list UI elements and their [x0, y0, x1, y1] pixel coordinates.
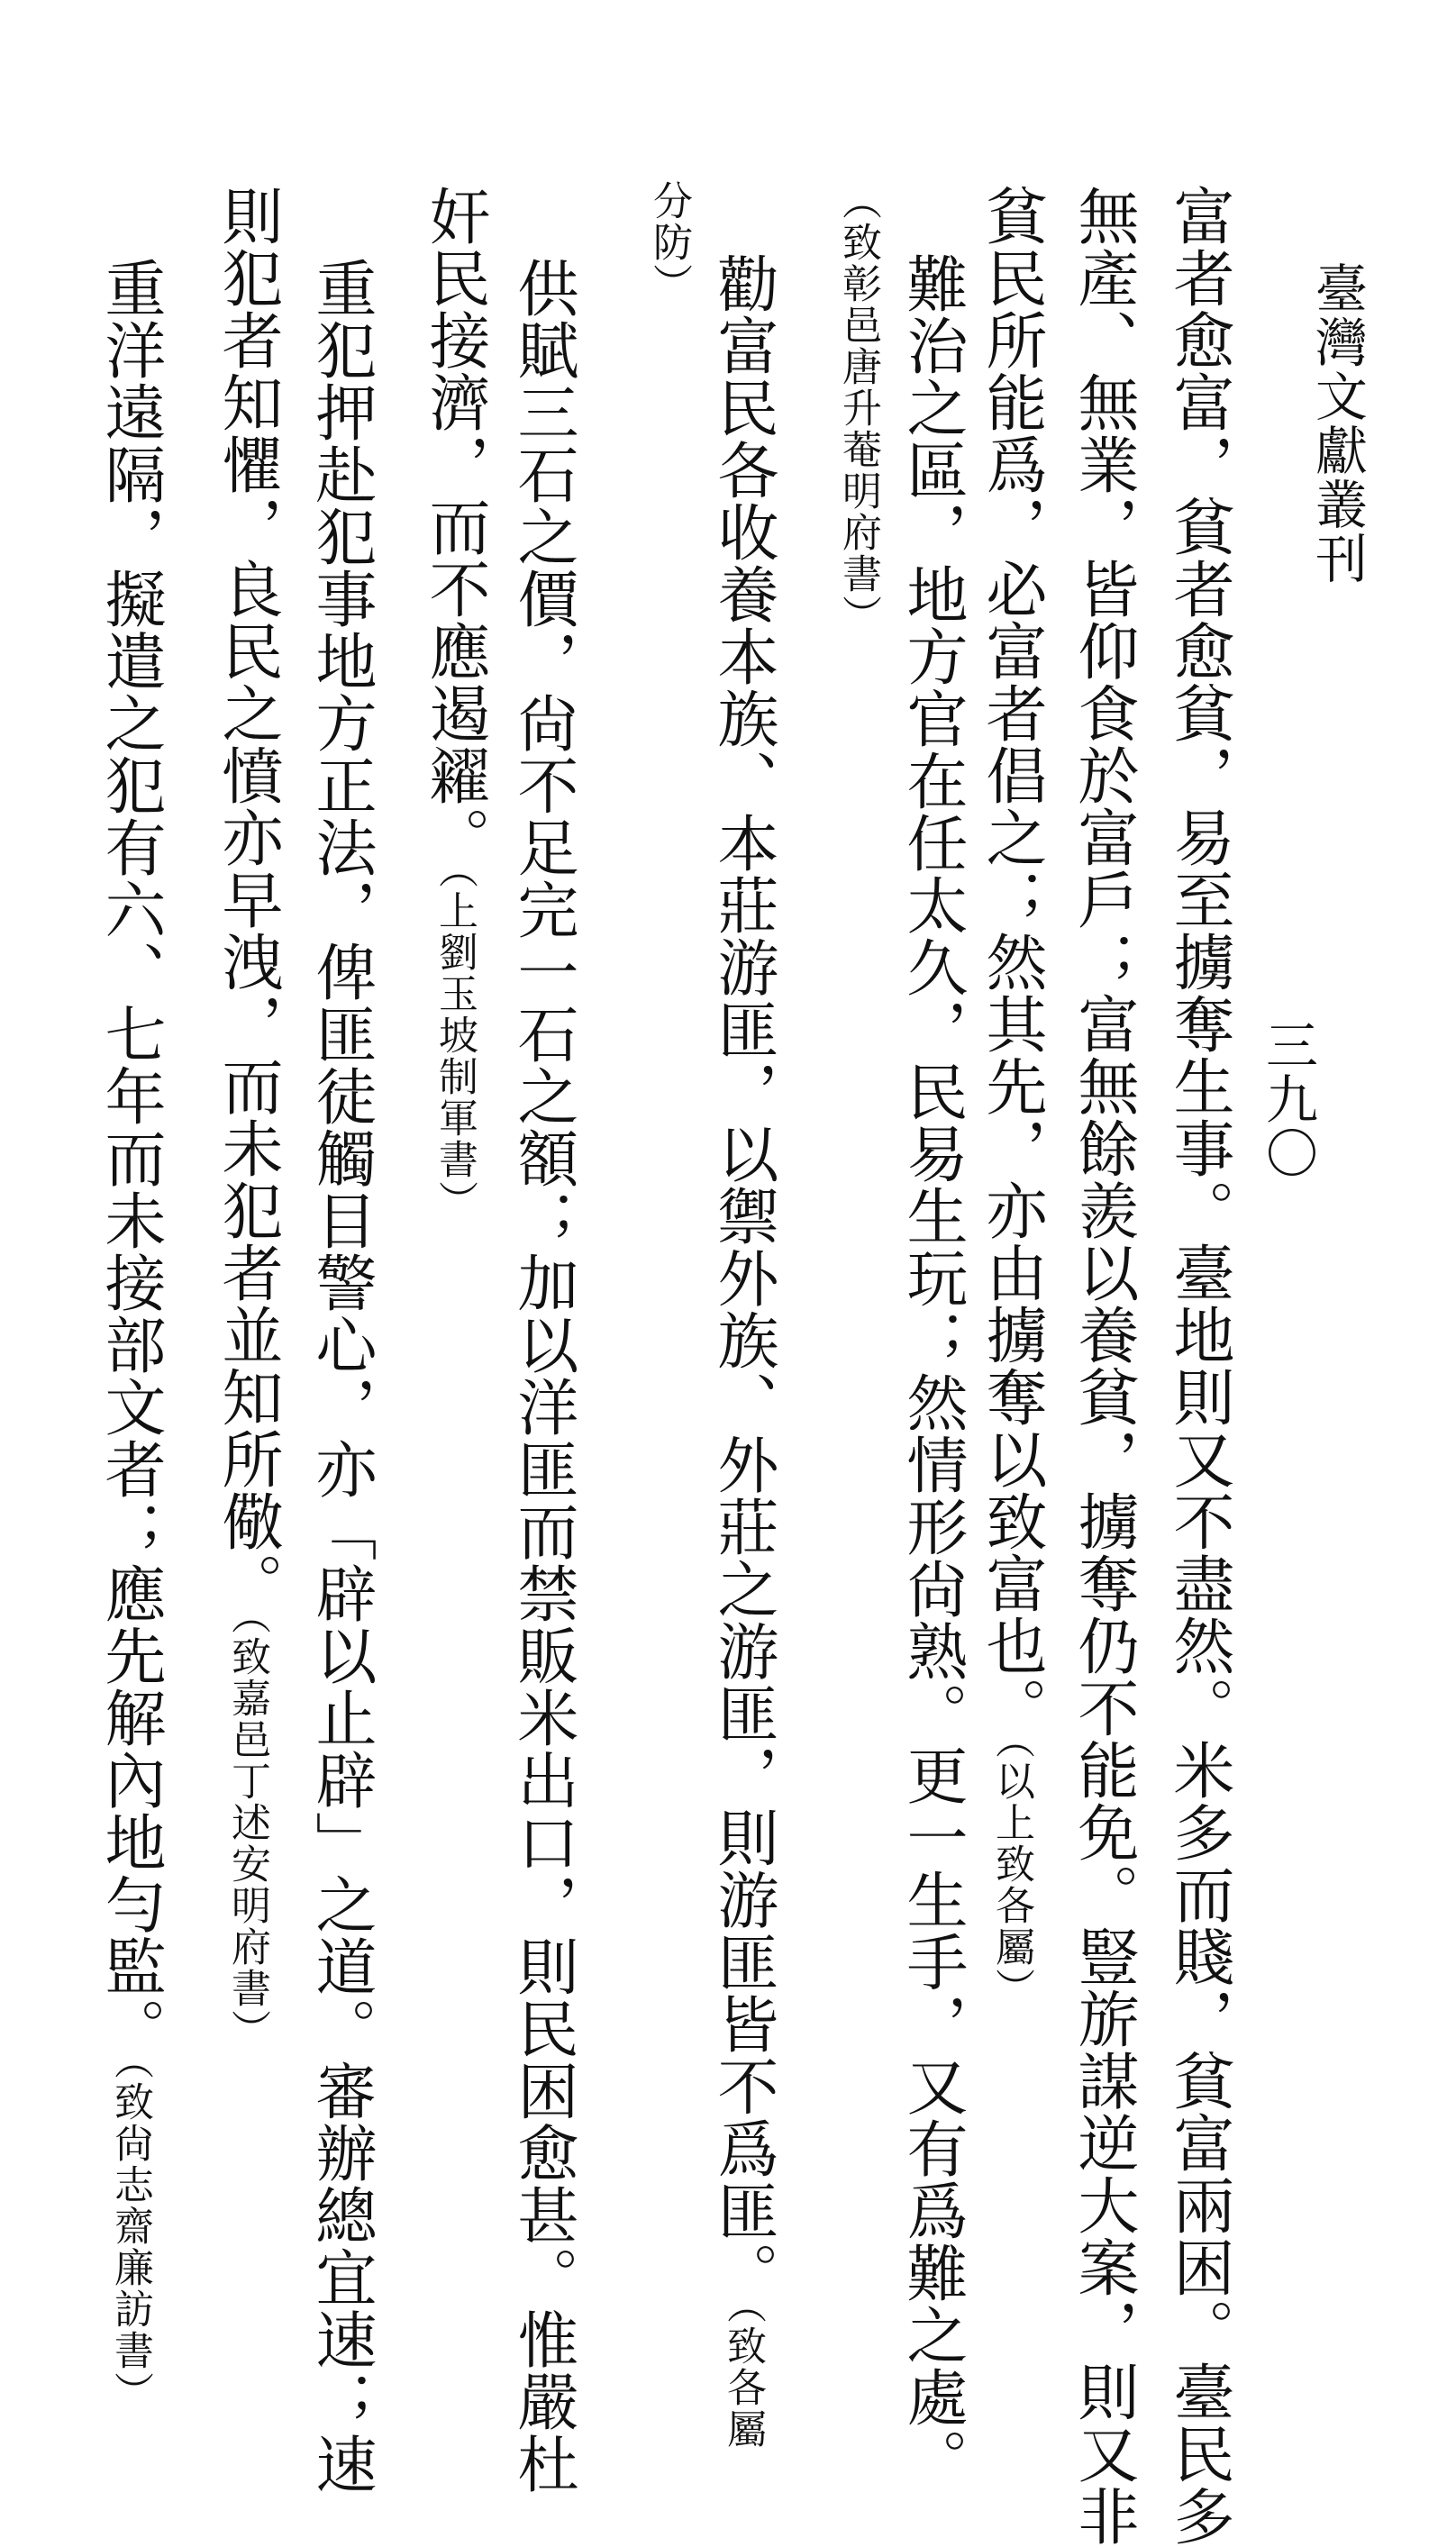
line-text: 難治之區，地方官在任太久，民易生玩；然情形尙熟。更一生手，又有爲難之處。 [896, 252, 968, 2490]
line-text: 富者愈富，貧者愈貧，易至擄奪生事。臺地則又不盡然。米多而賤，貧富兩困。臺民多 [1163, 185, 1234, 2547]
line-text: 重犯押赴犯事地方正法，俾匪徒觸目警心，亦「辟以止辟」之道。審辦總宜速；速 [305, 257, 377, 2495]
text-line-6 [707, 252, 778, 2450]
page-number: 三九〇 [1257, 1018, 1318, 1180]
text-line-3 [976, 185, 1047, 2009]
line-text: 則犯者知懼，良民之憤亦早洩，而未犯者並知所儆。 [212, 185, 283, 1615]
source-note: （致各屬 [720, 2304, 766, 2450]
text-line-5 [827, 180, 888, 636]
source-note: 分防） [646, 180, 692, 305]
book-title: 臺灣文獻叢刊 [1306, 261, 1368, 586]
source-note: （致尙志齋廉訪書） [107, 2060, 153, 2413]
source-note: （上劉玉坡制軍書） [432, 869, 478, 1222]
text-line-11 [212, 185, 283, 2051]
text-line-12 [95, 257, 166, 2413]
text-line-9 [419, 185, 490, 1222]
line-text: 貧民所能爲，必富者倡之；然其先，亦由擄奪以致富也。 [976, 185, 1047, 1739]
text-line-10 [305, 257, 377, 2495]
line-text: 重洋遠隔，擬遣之犯有六、七年而未接部文者；應先解內地勻監。 [95, 257, 166, 2060]
text-line-7 [638, 180, 699, 305]
source-note: （以上致各屬） [988, 1739, 1034, 2009]
line-text: 奸民接濟，而不應遏糴。 [419, 185, 490, 869]
source-note: （致嘉邑丁述安明府書） [224, 1615, 270, 2051]
source-note: （致彰邑唐升菴明府書） [835, 180, 881, 636]
line-text: 無產、無業，皆仰食於富戶；富無餘羨以養貧，擄奪仍不能免。豎旂謀逆大案，則又非 [1068, 185, 1139, 2547]
text-line-2 [1068, 185, 1139, 2547]
line-text: 勸富民各收養本族、本莊游匪，以禦外族、外莊之游匪，則游匪皆不爲匪。 [707, 252, 778, 2304]
text-line-1 [1163, 185, 1234, 2547]
line-text: 供賦三石之價，尙不足完一石之額；加以洋匪而禁販米出口，則民困愈甚。惟嚴杜 [507, 257, 578, 2495]
text-line-8 [507, 257, 578, 2495]
text-line-4 [896, 252, 968, 2490]
